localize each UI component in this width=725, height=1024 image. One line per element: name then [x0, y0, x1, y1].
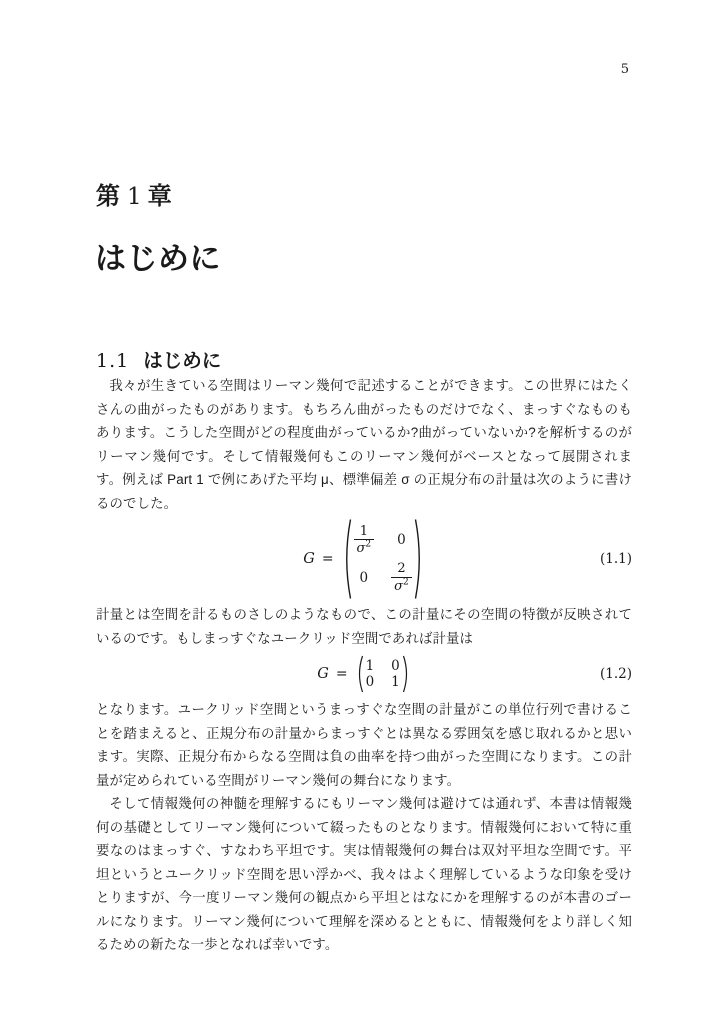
matrix-cell-1-2: 0 [391, 657, 400, 674]
chapter-number: 1 [127, 184, 142, 210]
metric-symbol: G [303, 551, 315, 567]
chapter-label-post: 章 [147, 183, 173, 210]
chapter-title: はじめに [95, 241, 221, 276]
matrix-cell-2-1: 0 [365, 673, 375, 690]
matrix-2x2 [354, 524, 412, 594]
equals-sign: = [321, 551, 334, 567]
right-parenthesis [402, 655, 411, 693]
matrix-cell-1-1: 1 [365, 657, 375, 674]
page-number: 5 [620, 62, 629, 77]
body-paragraph-4: そして情報幾何の神髄を理解するにもリーマン幾何は避けては通れず、本書は情報幾何の基礎としてリーマン幾何について綴ったものとなります。情報幾何において特に重要なのはまっすぐ、すなわち平坦です。実は情報幾何の舞台は双対平坦な空間です。平坦というとユークリッド空間を思い浮かべ、我々はよく理解しているような印象を受けとりますが、今一度リーマン幾何の観点から平坦とはなにかを理解するのが本書のゴールになります。リーマン幾何について理解を深めるとともに、情報幾何をより詳しく知るための新たな一歩となれば幸いです。 [96, 796, 632, 952]
left-parenthesis [355, 655, 364, 693]
body-paragraph-1: 我々が生きている空間はリーマン幾何で記述することができます。この世界にはたくさんの曲がったものがあります。もちろん曲がったものだけでなく、まっすぐなものもあります。こうした空間がどの程度曲がっているか?曲がっていないか?を解析するのがリーマン幾何です。そして情報幾何もこのリーマン幾何がベースとなって展開されます。例えば Part 1 で例にあげた平均 μ、標準偏差 σ の正規分布の計量は次のように書けるのでした。 [96, 378, 632, 511]
equation-1-1-math [303, 518, 425, 600]
left-parenthesis [341, 518, 352, 600]
equation-number-1-2: (1.2) [599, 666, 632, 682]
matrix-cell-2-2: $\frac{2}{\sigma^2}$ [391, 561, 412, 594]
body-paragraph-3: となります。ユークリッド空間というまっすぐな空間の計量がこの単位行列で書けることを踏まえると、正規分布の計量からまっすぐとは異なる雰囲気を感じ取れるかと思います。実際、正規分布からなる空間は負の曲率を持つ曲がった空間になります。この計量が定められている空間がリーマン幾何の舞台になります。 [96, 702, 632, 788]
body-text-column [96, 374, 632, 957]
equation-1-2 [96, 655, 632, 693]
chapter-label-pre: 第 [96, 183, 121, 210]
equation-1-2-math [317, 655, 411, 693]
matrix-cell-1-2: 0 [397, 532, 406, 549]
section-number: 1.1 [96, 350, 130, 372]
body-paragraph-2: 計量とは空間を計るものさしのようなもので、この計量にその空間の特徴が反映されているのです。もしまっすぐなユークリッド空間であれば計量は [96, 607, 632, 646]
right-parenthesis [414, 518, 425, 600]
equation-1-1 [96, 518, 632, 600]
section-heading [96, 345, 221, 373]
matrix-cell-2-2: 1 [391, 673, 400, 690]
matrix-cell-2-1: 0 [359, 569, 369, 586]
identity-matrix-2x2 [366, 659, 400, 690]
section-title: はじめに [143, 350, 222, 372]
matrix-cell-1-1: $\frac{1}{\sigma^2}$ [354, 524, 375, 557]
chapter-label [96, 176, 173, 211]
equation-number-1-1: (1.1) [599, 551, 632, 567]
equals-sign: = [335, 666, 348, 682]
metric-symbol: G [317, 666, 329, 682]
